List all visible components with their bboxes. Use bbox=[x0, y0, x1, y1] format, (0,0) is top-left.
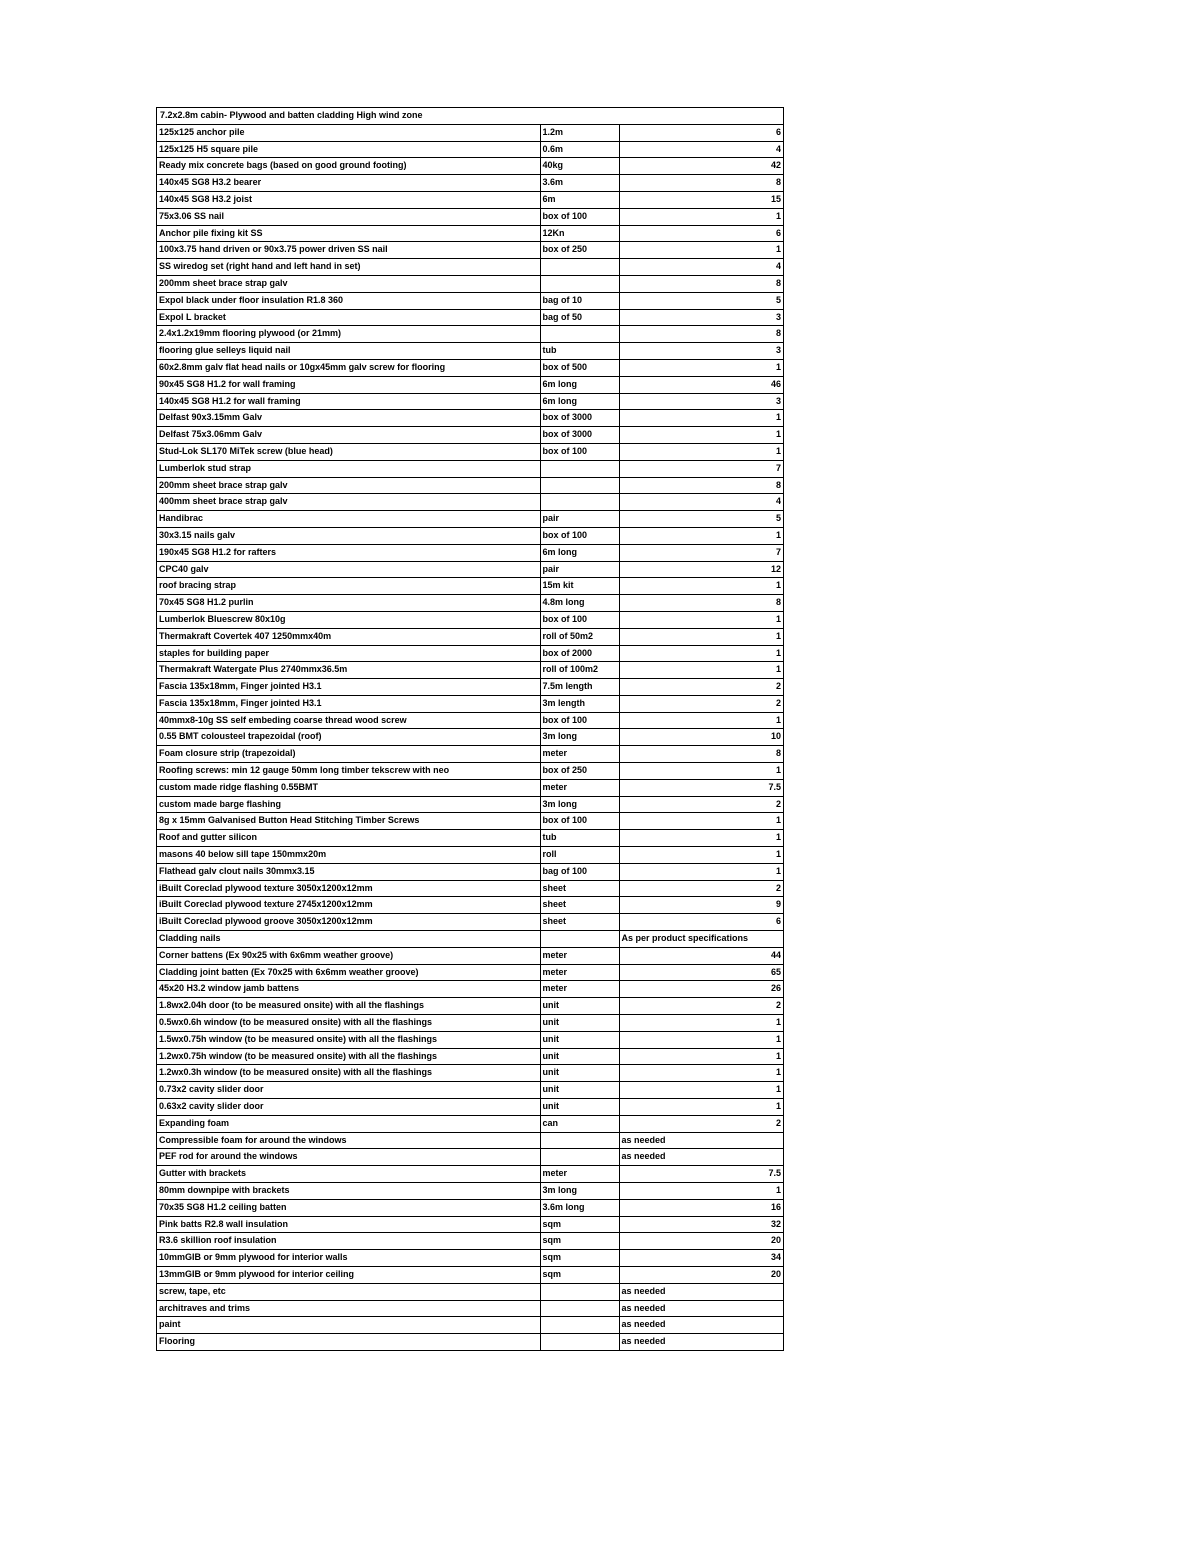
quantity-cell: 4 bbox=[619, 141, 783, 158]
quantity-cell: 1 bbox=[619, 527, 783, 544]
quantity-cell: 8 bbox=[619, 326, 783, 343]
quantity-cell: 1 bbox=[619, 410, 783, 427]
unit-cell: bag of 100 bbox=[540, 863, 619, 880]
table-row bbox=[157, 628, 783, 645]
quantity-cell: 1 bbox=[619, 359, 783, 376]
table-row bbox=[157, 1250, 783, 1267]
table-row bbox=[157, 427, 783, 444]
table-row bbox=[157, 847, 783, 864]
unit-cell: roll of 50m2 bbox=[540, 628, 619, 645]
quantity-cell: 1 bbox=[619, 1015, 783, 1032]
unit-cell: 3.6m long bbox=[540, 1199, 619, 1216]
unit-cell bbox=[540, 326, 619, 343]
quantity-cell: 2 bbox=[619, 1115, 783, 1132]
quantity-cell: 1 bbox=[619, 578, 783, 595]
table-row bbox=[157, 1082, 783, 1099]
quantity-cell: As per product specifications bbox=[619, 931, 783, 948]
table-row bbox=[157, 1183, 783, 1200]
quantity-cell: 26 bbox=[619, 981, 783, 998]
quantity-cell: 7.5 bbox=[619, 779, 783, 796]
materials-sheet bbox=[156, 107, 784, 1351]
table-row bbox=[157, 460, 783, 477]
table-row bbox=[157, 695, 783, 712]
table-row bbox=[157, 125, 783, 141]
quantity-cell: 1 bbox=[619, 1031, 783, 1048]
quantity-cell: 32 bbox=[619, 1216, 783, 1233]
table-row bbox=[157, 931, 783, 948]
item-cell: 140x45 SG8 H3.2 joist bbox=[157, 191, 540, 208]
quantity-cell: 44 bbox=[619, 947, 783, 964]
unit-cell: 12Kn bbox=[540, 225, 619, 242]
item-cell: 75x3.06 SS nail bbox=[157, 208, 540, 225]
quantity-cell: 1 bbox=[619, 863, 783, 880]
unit-cell: 7.5m length bbox=[540, 679, 619, 696]
quantity-cell: as needed bbox=[621, 1336, 666, 1347]
unit-cell: 3m long bbox=[540, 729, 619, 746]
unit-cell: 40kg bbox=[540, 158, 619, 175]
table-row bbox=[157, 309, 783, 326]
unit-cell: roll bbox=[540, 847, 619, 864]
item-cell: 1.8wx2.04h door (to be measured onsite) with all the flashings bbox=[157, 998, 540, 1015]
quantity-cell: 20 bbox=[619, 1233, 783, 1250]
unit-cell: 3m length bbox=[540, 695, 619, 712]
quantity-cell: 1 bbox=[619, 645, 783, 662]
unit-cell: can bbox=[540, 1115, 619, 1132]
unit-cell: box of 100 bbox=[540, 611, 619, 628]
table-row bbox=[157, 191, 783, 208]
quantity-cell: 1 bbox=[619, 763, 783, 780]
unit-cell: tub bbox=[540, 830, 619, 847]
table-row bbox=[157, 376, 783, 393]
item-cell: Flooring bbox=[157, 1334, 540, 1350]
quantity-cell: 1 bbox=[619, 427, 783, 444]
quantity-cell: 1 bbox=[619, 662, 783, 679]
table-row bbox=[157, 729, 783, 746]
item-cell: staples for building paper bbox=[157, 645, 540, 662]
quantity-cell: 1 bbox=[619, 443, 783, 460]
table-row bbox=[157, 544, 783, 561]
table-row bbox=[157, 1199, 783, 1216]
item-cell: 45x20 H3.2 window jamb battens bbox=[157, 981, 540, 998]
unit-cell: 4.8m long bbox=[540, 595, 619, 612]
unit-cell: 6m long bbox=[540, 393, 619, 410]
table-row bbox=[157, 158, 783, 175]
table-row bbox=[157, 998, 783, 1015]
item-cell: 1.2wx0.3h window (to be measured onsite) with all the flashings bbox=[157, 1065, 540, 1082]
quantity-cell: 46 bbox=[619, 376, 783, 393]
table-row bbox=[157, 561, 783, 578]
table-row bbox=[157, 981, 783, 998]
quantity-cell: 1 bbox=[619, 1099, 783, 1116]
unit-cell: box of 250 bbox=[540, 763, 619, 780]
unit-cell: 6m bbox=[540, 191, 619, 208]
table-row bbox=[157, 1099, 783, 1116]
table-row bbox=[157, 947, 783, 964]
unit-cell: unit bbox=[540, 1082, 619, 1099]
quantity-cell: 15 bbox=[619, 191, 783, 208]
quantity-cell: 5 bbox=[619, 292, 783, 309]
unit-cell bbox=[540, 931, 619, 948]
unit-cell: meter bbox=[540, 964, 619, 981]
item-cell: Compressible foam for around the windows bbox=[157, 1132, 540, 1149]
table-row bbox=[157, 645, 783, 662]
table-row bbox=[157, 175, 783, 192]
item-cell: 125x125 anchor pile bbox=[157, 125, 540, 141]
item-cell: 70x45 SG8 H1.2 purlin bbox=[157, 595, 540, 612]
table-row bbox=[157, 292, 783, 309]
table-row bbox=[157, 1334, 783, 1350]
table-row bbox=[157, 746, 783, 763]
quantity-cell: 20 bbox=[619, 1266, 783, 1283]
table-row bbox=[157, 1266, 783, 1283]
materials-table-body bbox=[157, 125, 783, 1350]
unit-cell: 6m long bbox=[540, 544, 619, 561]
unit-cell: unit bbox=[540, 1065, 619, 1082]
table-row bbox=[157, 1317, 783, 1334]
item-cell: 100x3.75 hand driven or 90x3.75 power driven SS nail bbox=[157, 242, 540, 259]
item-cell: 40mmx8-10g SS self embeding coarse thread wood screw bbox=[157, 712, 540, 729]
unit-cell: sheet bbox=[540, 880, 619, 897]
quantity-cell: 1 bbox=[619, 813, 783, 830]
item-cell: Gutter with brackets bbox=[157, 1166, 540, 1183]
unit-cell bbox=[540, 1149, 619, 1166]
unit-cell: 6m long bbox=[540, 376, 619, 393]
unit-cell: box of 100 bbox=[540, 208, 619, 225]
quantity-cell: 1 bbox=[619, 1048, 783, 1065]
quantity-cell: 8 bbox=[619, 275, 783, 292]
item-cell: 0.55 BMT colousteel trapezoidal (roof) bbox=[157, 729, 540, 746]
table-row bbox=[157, 242, 783, 259]
table-row bbox=[157, 897, 783, 914]
unit-cell: box of 3000 bbox=[540, 427, 619, 444]
item-cell: 200mm sheet brace strap galv bbox=[157, 477, 540, 494]
unit-cell: unit bbox=[540, 1099, 619, 1116]
quantity-cell: 2 bbox=[619, 880, 783, 897]
table-row bbox=[157, 863, 783, 880]
unit-cell bbox=[540, 460, 619, 477]
unit-cell: box of 100 bbox=[540, 712, 619, 729]
quantity-cell: 9 bbox=[619, 897, 783, 914]
unit-cell: 1.2m bbox=[540, 125, 619, 141]
unit-cell: box of 3000 bbox=[540, 410, 619, 427]
table-row bbox=[157, 359, 783, 376]
item-cell: R3.6 skillion roof insulation bbox=[157, 1233, 540, 1250]
item-cell: CPC40 galv bbox=[157, 561, 540, 578]
quantity-cell: 12 bbox=[619, 561, 783, 578]
unit-cell: unit bbox=[540, 1048, 619, 1065]
unit-cell: pair bbox=[540, 561, 619, 578]
quantity-cell: 34 bbox=[619, 1250, 783, 1267]
table-row bbox=[157, 1015, 783, 1032]
item-cell: 200mm sheet brace strap galv bbox=[157, 275, 540, 292]
unit-cell: unit bbox=[540, 998, 619, 1015]
unit-cell bbox=[540, 1317, 619, 1334]
item-cell: 90x45 SG8 H1.2 for wall framing bbox=[157, 376, 540, 393]
item-cell: Pink batts R2.8 wall insulation bbox=[157, 1216, 540, 1233]
item-cell: roof bracing strap bbox=[157, 578, 540, 595]
quantity-cell: 8 bbox=[619, 595, 783, 612]
item-cell: Roof and gutter silicon bbox=[157, 830, 540, 847]
table-row bbox=[157, 393, 783, 410]
item-cell: 60x2.8mm galv flat head nails or 10gx45mm galv screw for flooring bbox=[157, 359, 540, 376]
unit-cell: unit bbox=[540, 1015, 619, 1032]
unit-cell bbox=[540, 275, 619, 292]
table-row bbox=[157, 326, 783, 343]
item-cell: Lumberlok Bluescrew 80x10g bbox=[157, 611, 540, 628]
item-cell: Fascia 135x18mm, Finger jointed H3.1 bbox=[157, 695, 540, 712]
table-row bbox=[157, 1216, 783, 1233]
item-cell: 400mm sheet brace strap galv bbox=[157, 494, 540, 511]
unit-cell: box of 100 bbox=[540, 443, 619, 460]
unit-cell: tub bbox=[540, 343, 619, 360]
item-cell: 2.4x1.2x19mm flooring plywood (or 21mm) bbox=[157, 326, 540, 343]
quantity-cell: 2 bbox=[619, 695, 783, 712]
quantity-cell: 3 bbox=[619, 309, 783, 326]
item-cell: flooring glue selleys liquid nail bbox=[157, 343, 540, 360]
unit-cell bbox=[540, 477, 619, 494]
item-cell: Anchor pile fixing kit SS bbox=[157, 225, 540, 242]
table-row bbox=[157, 796, 783, 813]
unit-cell: meter bbox=[540, 981, 619, 998]
item-cell: Cladding nails bbox=[157, 931, 540, 948]
item-cell: Fascia 135x18mm, Finger jointed H3.1 bbox=[157, 679, 540, 696]
quantity-cell: 10 bbox=[619, 729, 783, 746]
unit-cell: meter bbox=[540, 779, 619, 796]
quantity-cell: 1 bbox=[619, 830, 783, 847]
table-row bbox=[157, 779, 783, 796]
quantity-cell: 2 bbox=[619, 679, 783, 696]
item-cell: Handibrac bbox=[157, 511, 540, 528]
unit-cell bbox=[540, 1132, 619, 1149]
item-cell: screw, tape, etc bbox=[157, 1283, 540, 1300]
unit-cell: 0.6m bbox=[540, 141, 619, 158]
item-cell: 190x45 SG8 H1.2 for rafters bbox=[157, 544, 540, 561]
item-cell: 0.73x2 cavity slider door bbox=[157, 1082, 540, 1099]
item-cell: Corner battens (Ex 90x25 with 6x6mm weather groove) bbox=[157, 947, 540, 964]
quantity-cell: 7 bbox=[619, 460, 783, 477]
unit-cell: 3.6m bbox=[540, 175, 619, 192]
item-cell: paint bbox=[157, 1317, 540, 1334]
quantity-cell: as needed bbox=[619, 1149, 783, 1166]
unit-cell: meter bbox=[540, 746, 619, 763]
table-row bbox=[157, 813, 783, 830]
quantity-cell: 16 bbox=[619, 1199, 783, 1216]
item-cell: masons 40 below sill tape 150mmx20m bbox=[157, 847, 540, 864]
unit-cell: roll of 100m2 bbox=[540, 662, 619, 679]
item-cell: Roofing screws: min 12 gauge 50mm long timber tekscrew with neo bbox=[157, 763, 540, 780]
table-row bbox=[157, 830, 783, 847]
item-cell: 140x45 SG8 H3.2 bearer bbox=[157, 175, 540, 192]
quantity-cell: as needed bbox=[619, 1283, 783, 1300]
unit-cell: sheet bbox=[540, 897, 619, 914]
unit-cell bbox=[540, 259, 619, 276]
unit-cell: sqm bbox=[540, 1266, 619, 1283]
quantity-cell: as needed bbox=[619, 1317, 783, 1334]
item-cell: Expol L bracket bbox=[157, 309, 540, 326]
table-row bbox=[157, 443, 783, 460]
unit-cell bbox=[540, 1283, 619, 1300]
table-row bbox=[157, 1048, 783, 1065]
quantity-cell: 6 bbox=[619, 225, 783, 242]
table-row bbox=[157, 712, 783, 729]
unit-cell bbox=[540, 494, 619, 511]
table-row bbox=[157, 259, 783, 276]
table-row bbox=[157, 914, 783, 931]
unit-cell: sheet bbox=[540, 914, 619, 931]
item-cell: iBuilt Coreclad plywood groove 3050x1200x12mm bbox=[157, 914, 540, 931]
quantity-cell: 1 bbox=[619, 1065, 783, 1082]
unit-cell: sqm bbox=[540, 1233, 619, 1250]
item-cell: 80mm downpipe with brackets bbox=[157, 1183, 540, 1200]
table-row bbox=[157, 494, 783, 511]
quantity-cell: 8 bbox=[619, 746, 783, 763]
item-cell: 8g x 15mm Galvanised Button Head Stitching Timber Screws bbox=[157, 813, 540, 830]
quantity-cell: 3 bbox=[619, 393, 783, 410]
quantity-cell: 1 bbox=[619, 847, 783, 864]
item-cell: Expol black under floor insulation R1.8 360 bbox=[157, 292, 540, 309]
item-cell: 1.2wx0.75h window (to be measured onsite) with all the flashings bbox=[157, 1048, 540, 1065]
unit-cell bbox=[540, 1334, 619, 1350]
table-row bbox=[157, 1031, 783, 1048]
unit-cell: box of 100 bbox=[540, 527, 619, 544]
item-cell: Flathead galv clout nails 30mmx3.15 bbox=[157, 863, 540, 880]
quantity-cell: 1 bbox=[619, 208, 783, 225]
sheet-title: 7.2x2.8m cabin- Plywood and batten cladding High wind zone bbox=[157, 108, 783, 125]
item-cell: 140x45 SG8 H1.2 for wall framing bbox=[157, 393, 540, 410]
unit-cell: sqm bbox=[540, 1216, 619, 1233]
unit-cell: box of 2000 bbox=[540, 645, 619, 662]
quantity-cell: 6 bbox=[619, 125, 783, 141]
table-row bbox=[157, 527, 783, 544]
item-cell: Thermakraft Covertek 407 1250mmx40m bbox=[157, 628, 540, 645]
table-row bbox=[157, 595, 783, 612]
item-cell: iBuilt Coreclad plywood texture 3050x1200x12mm bbox=[157, 880, 540, 897]
quantity-cell: 2 bbox=[619, 796, 783, 813]
item-cell: 70x35 SG8 H1.2 ceiling batten bbox=[157, 1199, 540, 1216]
item-cell: 30x3.15 nails galv bbox=[157, 527, 540, 544]
item-cell: iBuilt Coreclad plywood texture 2745x1200x12mm bbox=[157, 897, 540, 914]
unit-cell: box of 100 bbox=[540, 813, 619, 830]
item-cell: Delfast 75x3.06mm Galv bbox=[157, 427, 540, 444]
unit-cell bbox=[540, 1300, 619, 1317]
table-row bbox=[157, 343, 783, 360]
quantity-cell: 8 bbox=[619, 477, 783, 494]
table-row bbox=[157, 141, 783, 158]
item-cell: Stud-Lok SL170 MiTek screw (blue head) bbox=[157, 443, 540, 460]
unit-cell: box of 250 bbox=[540, 242, 619, 259]
table-row bbox=[157, 1300, 783, 1317]
quantity-cell: 1 bbox=[619, 712, 783, 729]
item-cell: 10mmGIB or 9mm plywood for interior walls bbox=[157, 1250, 540, 1267]
table-row bbox=[157, 763, 783, 780]
quantity-cell: 1 bbox=[619, 628, 783, 645]
quantity-cell: 7 bbox=[619, 544, 783, 561]
quantity-cell: 4 bbox=[619, 494, 783, 511]
item-cell: 125x125 H5 square pile bbox=[157, 141, 540, 158]
table-row bbox=[157, 1166, 783, 1183]
table-row bbox=[157, 611, 783, 628]
unit-cell: 3m long bbox=[540, 796, 619, 813]
unit-cell: pair bbox=[540, 511, 619, 528]
quantity-cell: 1 bbox=[619, 242, 783, 259]
unit-cell: sqm bbox=[540, 1250, 619, 1267]
quantity-cell: 42 bbox=[619, 158, 783, 175]
quantity-cell: 2 bbox=[619, 998, 783, 1015]
quantity-cell: 6 bbox=[619, 914, 783, 931]
table-row bbox=[157, 880, 783, 897]
quantity-cell: 65 bbox=[619, 964, 783, 981]
table-row bbox=[157, 1233, 783, 1250]
item-cell: PEF rod for around the windows bbox=[157, 1149, 540, 1166]
quantity-cell: 1 bbox=[619, 611, 783, 628]
item-cell: Thermakraft Watergate Plus 2740mmx36.5m bbox=[157, 662, 540, 679]
quantity-cell: as needed bbox=[619, 1300, 783, 1317]
quantity-cell: as needed bbox=[619, 1132, 783, 1149]
item-cell: SS wiredog set (right hand and left hand in set) bbox=[157, 259, 540, 276]
quantity-cell: 1 bbox=[619, 1082, 783, 1099]
quantity-cell: 7.5 bbox=[619, 1166, 783, 1183]
table-row bbox=[157, 578, 783, 595]
item-cell: Lumberlok stud strap bbox=[157, 460, 540, 477]
item-cell: Ready mix concrete bags (based on good ground footing) bbox=[157, 158, 540, 175]
table-row bbox=[157, 225, 783, 242]
item-cell: Delfast 90x3.15mm Galv bbox=[157, 410, 540, 427]
unit-cell: meter bbox=[540, 947, 619, 964]
table-row bbox=[157, 275, 783, 292]
unit-cell: bag of 10 bbox=[540, 292, 619, 309]
quantity-cell: 3 bbox=[619, 343, 783, 360]
table-row bbox=[157, 208, 783, 225]
item-cell: 13mmGIB or 9mm plywood for interior ceiling bbox=[157, 1266, 540, 1283]
table-row bbox=[157, 662, 783, 679]
table-row bbox=[157, 1115, 783, 1132]
unit-cell: 15m kit bbox=[540, 578, 619, 595]
table-row bbox=[157, 1132, 783, 1149]
table-row bbox=[157, 410, 783, 427]
item-cell: 0.63x2 cavity slider door bbox=[157, 1099, 540, 1116]
unit-cell: 3m long bbox=[540, 1183, 619, 1200]
item-cell: Foam closure strip (trapezoidal) bbox=[157, 746, 540, 763]
table-row bbox=[157, 1065, 783, 1082]
item-cell: custom made ridge flashing 0.55BMT bbox=[157, 779, 540, 796]
quantity-cell: 1 bbox=[619, 1183, 783, 1200]
item-cell: architraves and trims bbox=[157, 1300, 540, 1317]
unit-cell: unit bbox=[540, 1031, 619, 1048]
quantity-cell: 4 bbox=[619, 259, 783, 276]
unit-cell: box of 500 bbox=[540, 359, 619, 376]
table-row bbox=[157, 477, 783, 494]
item-cell: Cladding joint batten (Ex 70x25 with 6x6mm weather groove) bbox=[157, 964, 540, 981]
quantity-cell: 8 bbox=[619, 175, 783, 192]
item-cell: custom made barge flashing bbox=[157, 796, 540, 813]
item-cell: 0.5wx0.6h window (to be measured onsite) with all the flashings bbox=[157, 1015, 540, 1032]
materials-table bbox=[157, 125, 783, 1350]
table-row bbox=[157, 1283, 783, 1300]
table-row bbox=[157, 511, 783, 528]
item-cell: Expanding foam bbox=[157, 1115, 540, 1132]
item-cell: 1.5wx0.75h window (to be measured onsite) with all the flashings bbox=[157, 1031, 540, 1048]
table-row bbox=[157, 679, 783, 696]
table-row bbox=[157, 1149, 783, 1166]
table-row bbox=[157, 964, 783, 981]
unit-cell: meter bbox=[540, 1166, 619, 1183]
unit-cell: bag of 50 bbox=[540, 309, 619, 326]
quantity-cell: 5 bbox=[619, 511, 783, 528]
